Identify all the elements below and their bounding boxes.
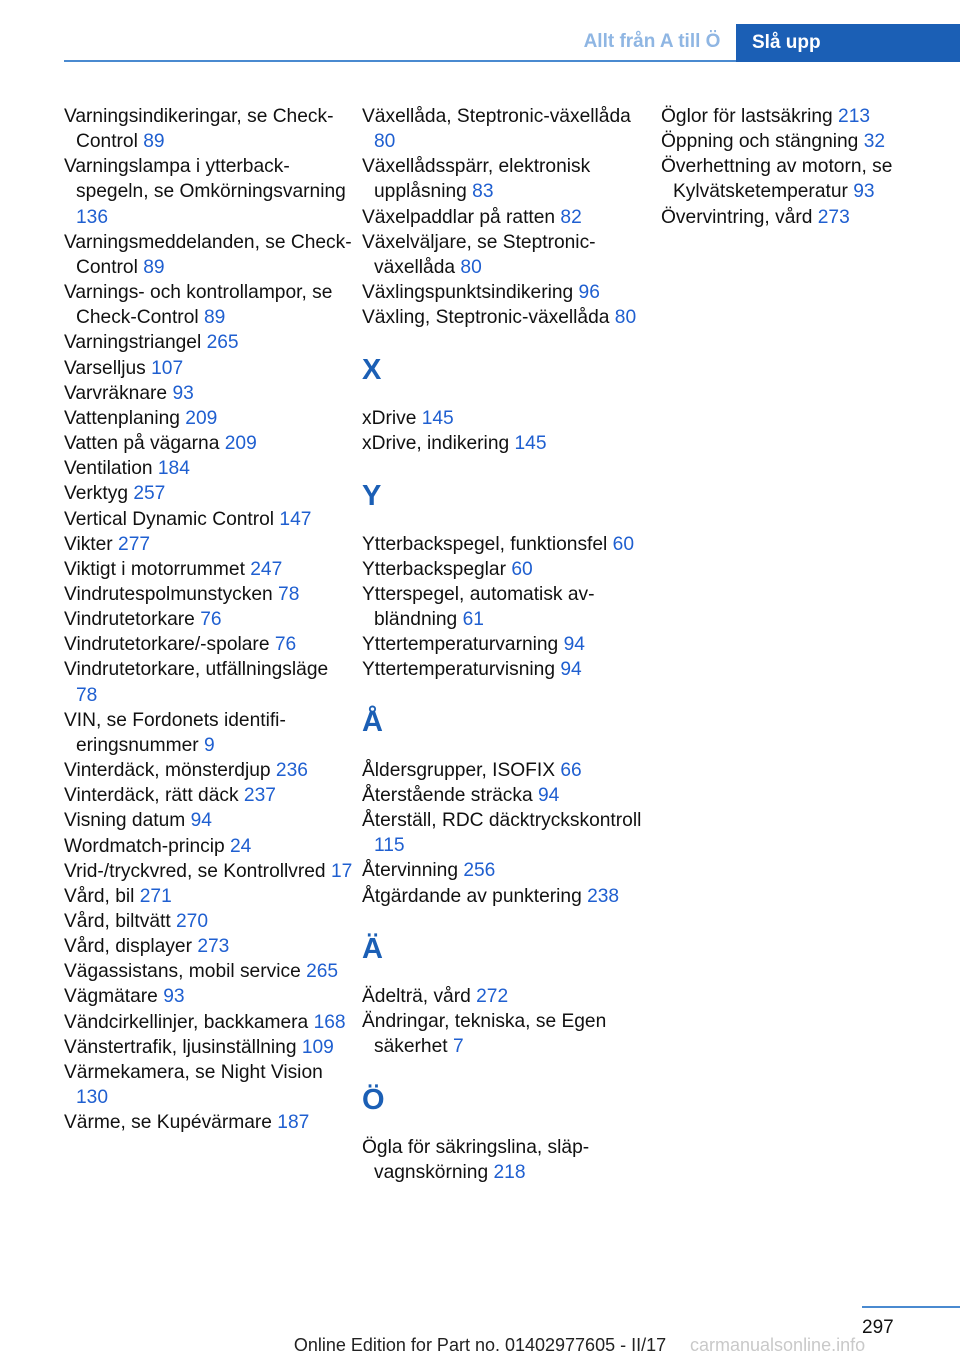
index-entry-text: Vindrutetorkare, utfällningsläge [64, 659, 329, 681]
index-entry-text: Vänstertrafik, ljusinställning [64, 1036, 297, 1058]
index-page-link[interactable]: 237 [243, 785, 276, 807]
index-entry-text: Verktyg [64, 483, 128, 505]
index-entry [64, 154, 354, 229]
index-entry-text: Vertical Dynamic Control [64, 508, 275, 530]
index-entry [64, 456, 354, 481]
index-page-link[interactable]: 107 [151, 357, 184, 379]
index-entry [64, 582, 354, 607]
index-page-link[interactable]: 94 [560, 659, 582, 681]
index-entry-text: Vinterdäck, mönsterdjup [64, 760, 271, 782]
index-letter-heading: Ö [362, 1083, 385, 1116]
index-page-link[interactable]: 76 [274, 634, 297, 656]
index-column-1 [64, 104, 354, 1135]
index-page-link[interactable]: 273 [197, 936, 230, 958]
index-entry-text: Ögla för säkringslina, släpvagnskörning [362, 1137, 590, 1184]
header-section-tab[interactable]: Allt från A till Ö [583, 31, 721, 52]
watermark: carmanualsonline.info [690, 1335, 866, 1355]
index-entry [64, 356, 354, 381]
index-entry-text: Öppning och stängning [661, 131, 859, 153]
index-entry-text: Ytterbackspegel, funktionsfel [362, 533, 608, 555]
index-entry [661, 104, 951, 129]
index-entry [362, 1009, 652, 1059]
index-entry [64, 481, 354, 506]
index-page-link[interactable]: 265 [206, 332, 239, 354]
index-entry-text: Växellådsspärr, elektronisk upplåsning [362, 156, 591, 203]
index-entry [362, 305, 652, 330]
index-entry-text: Ventilation [64, 458, 153, 480]
index-page-link[interactable]: 277 [118, 533, 151, 555]
index-entry-text: Vård, biltvätt [64, 911, 171, 932]
index-entry [362, 808, 652, 858]
index-entry-text: Ädelträ, vård [362, 986, 471, 1008]
index-page-link[interactable]: 187 [277, 1112, 310, 1134]
index-page-link[interactable]: 89 [143, 131, 165, 153]
index-page-link[interactable]: 60 [612, 533, 635, 555]
index-entry-text: Varselljus [64, 357, 146, 379]
index-entry-text: Värmekamera, se Night Vision [64, 1061, 323, 1083]
index-entry-text: Wordmatch-princip [64, 835, 225, 857]
index-entry [362, 205, 652, 230]
index-page-link[interactable]: 130 [76, 1087, 109, 1109]
index-entry-text: Vägmätare [64, 986, 158, 1008]
index-column-3 [661, 104, 951, 230]
index-entry [64, 1110, 354, 1135]
index-page-link[interactable]: 17 [330, 860, 353, 882]
index-page-link[interactable]: 147 [279, 508, 312, 530]
index-entry [64, 557, 354, 582]
index-entry [64, 532, 354, 557]
index-page-link[interactable]: 94 [538, 784, 560, 806]
index-entry-text: Åtgärdande av punktering [362, 885, 582, 907]
index-entry [64, 909, 354, 934]
index-entry [362, 984, 652, 1009]
index-entry [362, 532, 652, 557]
index-letter-heading: X [362, 354, 382, 387]
index-entry-text: Övervintring, vård [661, 206, 813, 228]
index-entry-text: Växelpaddlar på ratten [362, 206, 556, 228]
index-page-link[interactable]: 80 [460, 256, 482, 278]
index-page-link[interactable]: 93 [172, 382, 194, 404]
index-entry [64, 758, 354, 783]
index-entry-text: Vändcirkellinjer, backkamera [64, 1011, 309, 1033]
header-active-tab[interactable]: Slå upp [736, 24, 960, 62]
index-entry [64, 330, 354, 355]
index-entry-text: Återstående sträcka [362, 784, 533, 806]
index-entry-text: xDrive, indikering [362, 432, 510, 454]
index-entry-text: Ytterbackspeglar [362, 558, 506, 580]
index-page-link[interactable]: 271 [139, 885, 172, 907]
index-entry-text: Vinterdäck, rätt däck [64, 785, 239, 807]
index-entry [64, 230, 354, 280]
index-letter-heading: Å [362, 706, 383, 739]
index-entry [64, 959, 354, 984]
index-entry [64, 104, 354, 154]
index-page-link[interactable]: 93 [163, 986, 185, 1008]
index-entry [362, 632, 652, 657]
index-entry-text: Varvräknare [64, 382, 168, 404]
index-entry [64, 406, 354, 431]
index-entry-text: xDrive [362, 407, 417, 429]
index-entry-text: Överhettning av motorn, se Kylvätsketemperatur [661, 156, 893, 203]
index-page-link[interactable]: 209 [224, 433, 257, 455]
index-page-link[interactable]: 265 [306, 961, 339, 983]
index-entry [64, 507, 354, 532]
index-entry [64, 1010, 354, 1035]
index-letter-heading: Y [362, 480, 382, 513]
index-entry [64, 859, 354, 884]
index-column-2 [362, 104, 652, 1185]
index-entry [64, 708, 354, 758]
index-entry-text: Återvinning [362, 860, 458, 882]
index-entry [362, 431, 652, 456]
index-page-link[interactable]: 270 [176, 911, 209, 932]
index-entry [362, 230, 652, 280]
index-entry [64, 431, 354, 456]
index-entry-text: Vägassistans, mobil service [64, 961, 301, 983]
index-entry [64, 808, 354, 833]
index-entry-text: Yttertemperaturvisning [362, 659, 556, 681]
page-header [0, 24, 960, 62]
index-entry [362, 557, 652, 582]
index-page-link[interactable]: 66 [560, 759, 582, 781]
index-entry [64, 381, 354, 406]
index-page-link[interactable]: 78 [76, 684, 98, 706]
index-page-link[interactable]: 24 [230, 835, 252, 857]
index-page-link[interactable]: 94 [563, 634, 585, 656]
index-page-link[interactable]: 213 [838, 106, 871, 127]
index-page-link[interactable]: 60 [511, 558, 533, 580]
index-entry-text: Vindrutetorkare [64, 609, 195, 631]
index-page-link[interactable]: 209 [185, 407, 218, 429]
index-entry [64, 783, 354, 808]
index-entry-text: Återställ, RDC däcktryckskontroll [362, 810, 642, 832]
index-page-link[interactable]: 83 [472, 181, 494, 203]
index-page-link[interactable]: 218 [493, 1162, 526, 1184]
index-entry [362, 406, 652, 431]
index-entry-text: Varningstriangel [64, 332, 202, 354]
index-page-link[interactable]: 145 [421, 407, 454, 429]
footer-rule [862, 1306, 960, 1308]
index-entry-text: Växellåda, Steptronic-växellåda [362, 106, 631, 127]
index-entry-text: Vikter [64, 533, 113, 555]
index-entry-text: Växlingspunktsindikering [362, 282, 574, 304]
edition-line: Online Edition for Part no. 01402977605 - II/17 [293, 1335, 667, 1355]
index-entry [64, 934, 354, 959]
index-page-link[interactable]: 61 [462, 608, 484, 630]
index-page-link[interactable]: 32 [863, 131, 886, 153]
index-entry-text: Vindrutespolmunstycken [64, 583, 273, 605]
index-entry [362, 657, 652, 682]
index-entry-text: Varningslampa i ytterbackspegeln, se Omkörningsvarning [64, 156, 346, 203]
index-page-link[interactable]: 257 [133, 483, 166, 505]
index-page-link[interactable]: 256 [463, 860, 496, 882]
index-page-link[interactable]: 94 [190, 810, 212, 832]
index-page-link[interactable]: 78 [278, 583, 300, 605]
index-page-link[interactable]: 96 [578, 282, 600, 304]
page-number: 297 [862, 1317, 894, 1338]
index-entry-text: Värme, se Kupévärmare [64, 1112, 272, 1134]
index-page-link[interactable]: 80 [374, 131, 396, 153]
index-page-link[interactable]: 7 [452, 1036, 464, 1058]
index-entry [661, 205, 951, 230]
index-entry-text: Åldersgrupper, ISOFIX [362, 759, 556, 781]
index-entry-text: Växelväljare, se Steptronic-växellåda [362, 231, 596, 278]
index-page-link[interactable]: 272 [476, 986, 509, 1008]
index-entry-text: Öglor för lastsäkring [661, 106, 833, 127]
index-page-link[interactable]: 89 [143, 256, 165, 278]
index-entry-text: Viktigt i motorrummet [64, 558, 245, 580]
index-page-link[interactable]: 9 [203, 734, 215, 756]
index-entry-text: Vindrutetorkare/-spolare [64, 634, 270, 656]
index-entry [64, 280, 354, 330]
index-page-link[interactable]: 89 [203, 307, 226, 329]
index-page-link[interactable]: 273 [817, 206, 850, 228]
index-page-link[interactable]: 115 [374, 835, 405, 857]
index-page-link[interactable]: 93 [853, 181, 875, 203]
index-page-link[interactable]: 184 [157, 458, 190, 480]
index-page-link[interactable]: 80 [614, 307, 637, 329]
index-entry [64, 884, 354, 909]
index-entry [362, 884, 652, 909]
index-page-link[interactable]: 238 [587, 885, 620, 907]
index-entry [362, 758, 652, 783]
index-entry [64, 834, 354, 859]
index-entry [362, 280, 652, 305]
index-entry-text: Varnings- och kontrollampor, se Check-Control [64, 282, 333, 329]
index-entry-text: Ytterspegel, automatisk avbländning [362, 583, 595, 630]
index-entry [661, 154, 951, 204]
index-entry [64, 1035, 354, 1060]
index-entry-text: VIN, se Fordonets identifieringsnummer [64, 709, 286, 756]
index-entry [64, 607, 354, 632]
index-entry [362, 1135, 652, 1185]
index-entry-text: Varningsmeddelanden, se Check-Control [64, 231, 352, 278]
index-entry-text: Visning datum [64, 810, 186, 832]
index-entry [661, 129, 951, 154]
index-entry-text: Vattenplaning [64, 407, 180, 429]
index-page-link[interactable]: 145 [514, 432, 547, 454]
index-entry-text: Vård, displayer [64, 936, 192, 958]
index-page-link[interactable]: 136 [76, 206, 109, 228]
index-entry-text: Växling, Steptronic-växellåda [362, 307, 610, 329]
index-entry [362, 582, 652, 632]
index-page-link[interactable]: 109 [301, 1036, 334, 1058]
index-entry-text: Varningsindikeringar, se Check-Control [64, 106, 334, 153]
index-page-link[interactable]: 168 [313, 1011, 346, 1033]
index-entry [362, 858, 652, 883]
index-entry [362, 104, 652, 154]
index-entry [64, 984, 354, 1009]
index-entry-text: Yttertemperaturvarning [362, 634, 559, 656]
index-page-link[interactable]: 82 [560, 206, 582, 228]
index-entry-text: Vrid-/tryckvred, se Kontrollvred [64, 860, 326, 882]
index-entry [64, 632, 354, 657]
index-page-link[interactable]: 76 [200, 609, 222, 631]
index-entry [362, 783, 652, 808]
index-entry [64, 1060, 354, 1110]
index-entry-text: Ändringar, tekniska, se Egen säkerhet [362, 1011, 607, 1058]
index-entry [362, 154, 652, 204]
index-entry-text: Vård, bil [64, 885, 135, 907]
index-page-link[interactable]: 236 [275, 760, 308, 782]
index-letter-heading: Ä [362, 932, 383, 965]
index-page-link[interactable]: 247 [250, 558, 283, 580]
index-entry [64, 657, 354, 707]
index-entry-text: Vatten på vägarna [64, 433, 220, 455]
